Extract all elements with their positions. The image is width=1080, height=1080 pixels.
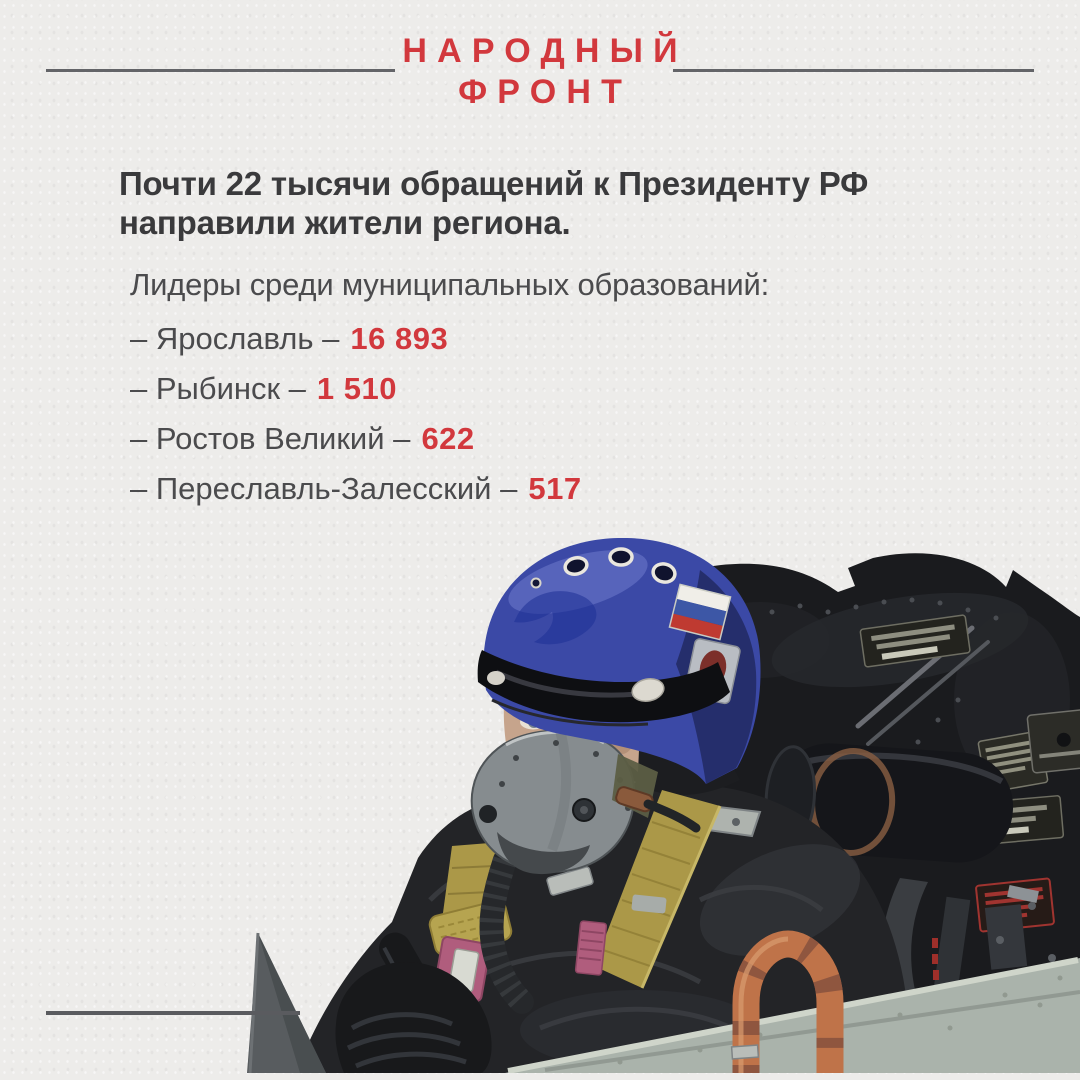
stat-value: 517 bbox=[528, 471, 582, 506]
stats-heading: Лидеры среди муниципальных образований: bbox=[130, 267, 770, 302]
stat-value: 16 893 bbox=[350, 321, 449, 356]
stat-value: 1 510 bbox=[316, 371, 397, 406]
stats-list bbox=[130, 314, 960, 514]
headline: Почти 22 тысячи обращений к Президенту РФ направили жители региона. bbox=[119, 165, 869, 241]
list-item bbox=[130, 414, 960, 464]
brand-line-1: НАРОДНЫЙ bbox=[402, 32, 688, 70]
list-item bbox=[130, 364, 960, 414]
list-item bbox=[130, 464, 960, 514]
stat-label: – Переславль-Залесский – bbox=[130, 471, 518, 506]
bottom-divider-rule bbox=[46, 1011, 300, 1015]
stat-label: – Ростов Великий – bbox=[130, 421, 411, 456]
stat-value: 622 bbox=[421, 421, 475, 456]
stat-label: – Рыбинск – bbox=[130, 371, 306, 406]
brand-line-2: ФРОНТ bbox=[458, 73, 633, 111]
stat-label: – Ярославль – bbox=[130, 321, 340, 356]
list-item bbox=[130, 314, 960, 364]
brand-logo bbox=[0, 31, 1080, 113]
stats-section bbox=[130, 264, 960, 514]
